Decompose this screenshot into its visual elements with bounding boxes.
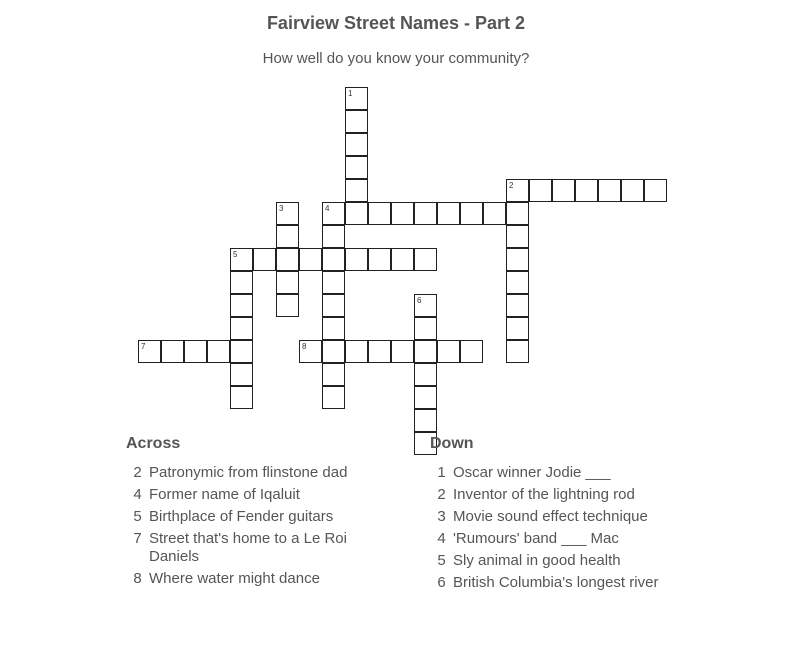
grid-cell[interactable] <box>575 179 598 202</box>
down-heading: Down <box>430 435 474 452</box>
grid-cell[interactable] <box>184 340 207 363</box>
grid-cell[interactable] <box>230 340 253 363</box>
grid-cell[interactable] <box>483 202 506 225</box>
clue-text: Movie sound effect technique <box>453 508 648 525</box>
grid-cell[interactable] <box>276 202 299 225</box>
grid-cell[interactable] <box>460 340 483 363</box>
across-heading: Across <box>126 435 181 452</box>
across-clue[interactable] <box>126 508 369 526</box>
clue-text: Birthplace of Fender guitars <box>149 508 334 525</box>
down-clue[interactable] <box>430 552 673 570</box>
grid-cell[interactable] <box>138 340 161 363</box>
grid-cell[interactable] <box>368 340 391 363</box>
grid-cell[interactable] <box>506 202 529 225</box>
grid-cell[interactable] <box>322 386 345 409</box>
across-clue[interactable] <box>126 530 369 566</box>
clue-number: 8 <box>133 570 142 587</box>
grid-cell[interactable] <box>322 202 345 225</box>
grid-cell[interactable] <box>322 317 345 340</box>
grid-cell[interactable] <box>322 294 345 317</box>
clue-text: Former name of Iqaluit <box>149 486 300 503</box>
grid-cell[interactable] <box>161 340 184 363</box>
across-clue[interactable] <box>126 486 369 504</box>
clue-number: 5 <box>437 552 446 569</box>
grid-cell[interactable] <box>276 271 299 294</box>
clue-number: 2 <box>437 486 446 503</box>
grid-cell[interactable] <box>506 179 529 202</box>
down-clue[interactable] <box>430 574 673 592</box>
grid-cell[interactable] <box>322 340 345 363</box>
grid-cell[interactable] <box>414 294 437 317</box>
grid-cell[interactable] <box>276 294 299 317</box>
clue-text: Where water might dance <box>149 570 320 587</box>
page-subtitle: How well do you know your community? <box>262 50 530 67</box>
clue-text: Sly animal in good health <box>453 552 621 569</box>
grid-cell[interactable] <box>322 248 345 271</box>
down-clue[interactable] <box>430 508 673 526</box>
grid-cell[interactable] <box>506 225 529 248</box>
grid-cell[interactable] <box>414 202 437 225</box>
grid-cell[interactable] <box>345 156 368 179</box>
grid-cell[interactable] <box>345 87 368 110</box>
clue-text: Inventor of the lightning rod <box>453 486 635 503</box>
grid-cell[interactable] <box>345 202 368 225</box>
grid-cell[interactable] <box>414 340 437 363</box>
grid-cell[interactable] <box>276 225 299 248</box>
grid-cell[interactable] <box>414 386 437 409</box>
cell-number: 7 <box>141 342 146 351</box>
grid-cell[interactable] <box>345 133 368 156</box>
clue-number: 6 <box>437 574 446 591</box>
grid-cell[interactable] <box>598 179 621 202</box>
cell-number: 8 <box>302 342 307 351</box>
grid-cell[interactable] <box>322 225 345 248</box>
grid-cell[interactable] <box>230 248 253 271</box>
grid-cell[interactable] <box>414 248 437 271</box>
cell-number: 6 <box>417 296 422 305</box>
grid-cell[interactable] <box>437 202 460 225</box>
grid-cell[interactable] <box>414 409 437 432</box>
grid-cell[interactable] <box>506 294 529 317</box>
grid-cell[interactable] <box>506 271 529 294</box>
grid-cell[interactable] <box>506 340 529 363</box>
grid-cell[interactable] <box>368 202 391 225</box>
cell-number: 3 <box>279 204 284 213</box>
down-clue[interactable] <box>430 464 673 482</box>
grid-cell[interactable] <box>230 386 253 409</box>
cell-number: 4 <box>325 204 330 213</box>
clue-text: Oscar winner Jodie ___ <box>453 464 611 481</box>
grid-cell[interactable] <box>276 248 299 271</box>
clue-text: 'Rumours' band ___ Mac <box>453 530 619 547</box>
grid-cell[interactable] <box>230 294 253 317</box>
grid-cell[interactable] <box>368 248 391 271</box>
grid-cell[interactable] <box>322 271 345 294</box>
grid-cell[interactable] <box>644 179 667 202</box>
grid-cell[interactable] <box>552 179 575 202</box>
cell-number: 2 <box>509 181 514 190</box>
across-clues <box>126 435 369 592</box>
clue-number: 5 <box>133 508 142 525</box>
across-clue[interactable] <box>126 464 369 482</box>
grid-cell[interactable] <box>299 248 322 271</box>
down-clues <box>430 435 673 596</box>
clue-number: 4 <box>437 530 446 547</box>
page-title: Fairview Street Names - Part 2 <box>266 13 526 33</box>
cell-number: 5 <box>233 250 238 259</box>
grid-cell[interactable] <box>345 248 368 271</box>
grid-cell[interactable] <box>506 248 529 271</box>
clue-number: 4 <box>133 486 142 503</box>
across-clue-list <box>126 464 369 588</box>
grid-cell[interactable] <box>207 340 230 363</box>
clue-number: 7 <box>133 530 142 547</box>
grid-cell[interactable] <box>437 340 460 363</box>
grid-cell[interactable] <box>230 271 253 294</box>
grid-cell[interactable] <box>529 179 552 202</box>
clue-number: 1 <box>437 464 446 481</box>
across-clue[interactable] <box>126 570 369 588</box>
grid-cell[interactable] <box>391 340 414 363</box>
clue-number: 3 <box>437 508 446 525</box>
grid-cell[interactable] <box>345 340 368 363</box>
grid-cell[interactable] <box>230 363 253 386</box>
cell-number: 1 <box>348 89 353 98</box>
down-clue-list <box>430 464 673 592</box>
grid-cell[interactable] <box>391 202 414 225</box>
grid-cell[interactable] <box>345 179 368 202</box>
grid-cell[interactable] <box>299 340 322 363</box>
clue-text: Street that's home to a Le Roi Daniels <box>149 530 347 565</box>
clue-text: Patronymic from flinstone dad <box>149 464 348 481</box>
grid-cell[interactable] <box>322 363 345 386</box>
grid-cell[interactable] <box>621 179 644 202</box>
grid-cell[interactable] <box>414 363 437 386</box>
grid-cell[interactable] <box>391 248 414 271</box>
clue-number: 2 <box>133 464 142 481</box>
grid-cell[interactable] <box>253 248 276 271</box>
down-clue[interactable] <box>430 530 673 548</box>
down-clue[interactable] <box>430 486 673 504</box>
grid-cell[interactable] <box>345 110 368 133</box>
grid-cell[interactable] <box>414 317 437 340</box>
clue-text: British Columbia's longest river <box>453 574 659 591</box>
grid-cell[interactable] <box>230 317 253 340</box>
grid-cell[interactable] <box>460 202 483 225</box>
grid-cell[interactable] <box>506 317 529 340</box>
